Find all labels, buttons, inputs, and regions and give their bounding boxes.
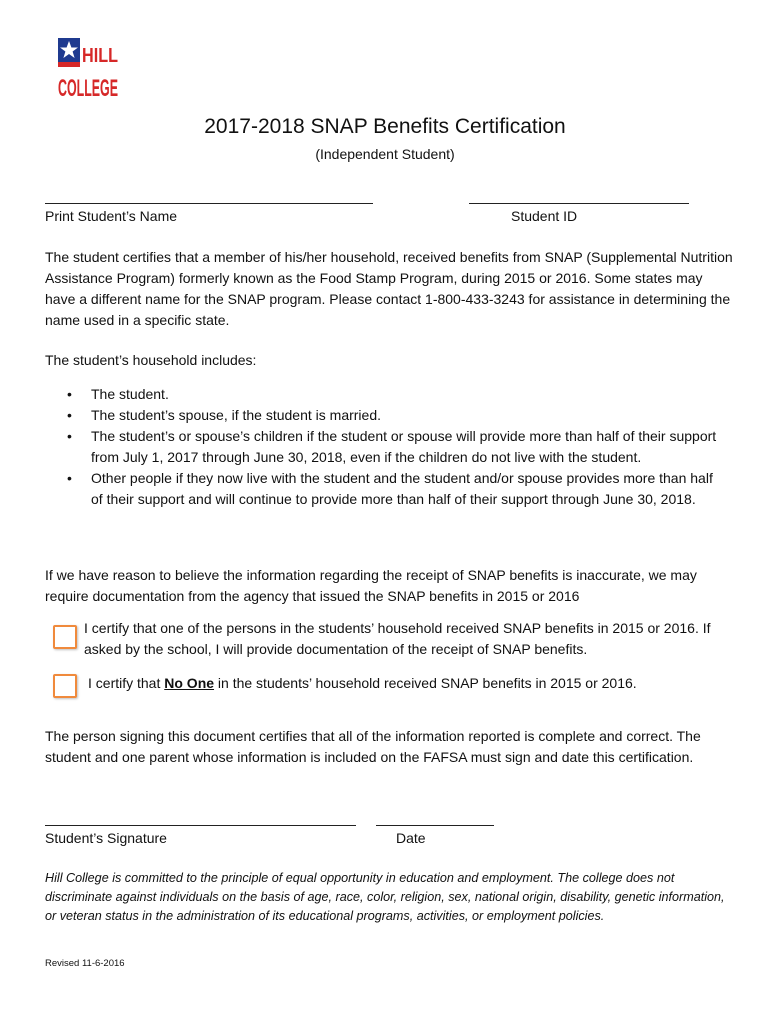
document-subtitle: (Independent Student)	[315, 146, 455, 162]
hill-college-logo-graphic	[56, 36, 120, 102]
student-name-line[interactable]	[45, 203, 373, 204]
household-list	[45, 384, 725, 510]
document-title: 2017-2018 SNAP Benefits Certification	[204, 115, 566, 138]
logo-line1: HILL	[82, 45, 118, 67]
list-item	[45, 384, 725, 405]
student-id-line[interactable]	[469, 203, 689, 204]
household-heading: The student’s household includes:	[45, 352, 257, 368]
no-snap-prefix: I certify that	[88, 675, 165, 691]
signature-label: Student’s Signature	[45, 830, 167, 846]
list-item-text: The student.	[91, 386, 169, 402]
hill-college-logo	[56, 36, 120, 102]
bullet-icon: •	[67, 407, 72, 423]
revision-date: Revised 11-6-2016	[45, 958, 125, 969]
list-item-text: The student’s spouse, if the student is married.	[91, 407, 382, 423]
equal-opportunity-statement: Hill College is committed to the principle of equal opportunity in education and employment. The college does not discriminate against individuals on the basis of age, race, color, religion, sex, national origin, disability, genetic information, or veteran status in the administration of its educational programs, activities, or employment policies.	[45, 871, 725, 923]
list-item	[45, 468, 725, 510]
reason-paragraph: If we have reason to believe the information regarding the receipt of SNAP benefits is inaccurate, we may require documentation from the agency that issued the SNAP benefits in 2015 or 2016	[45, 567, 697, 604]
list-item-text: Other people if they now live with the student and the student and/or spouse provides more than half of their support and will continue to provide more than half of their support through June 30, 2018.	[91, 470, 713, 507]
logo-red-stripe	[58, 62, 80, 67]
signature-line[interactable]	[45, 825, 356, 826]
no-snap-emphasis: No One	[164, 675, 215, 691]
intro-paragraph: The student certifies that a member of his/her household, received benefits from SNAP (Supplemental Nutrition Assistance Program) formerly known as the Food Stamp Program, during 2015 or 2016. Some states may have a different name for the SNAP program. Please contact 1-800-433-3243 for assistance in determining the name used in a specific state.	[45, 249, 733, 328]
no-snap-suffix: in the students’ household received SNAP benefits in 2015 or 2016.	[214, 675, 637, 691]
list-item-text: The student’s or spouse’s children if the student or spouse will provide more than half of their support from July 1, 2017 through June 30, 2018, even if the children do not live with the student.	[91, 428, 717, 465]
no-snap-checkbox[interactable]	[53, 674, 77, 698]
student-name-label: Print Student’s Name	[45, 208, 178, 224]
no-snap-label	[88, 673, 728, 694]
student-id-label: Student ID	[511, 208, 578, 224]
list-item	[45, 405, 725, 426]
list-item	[45, 426, 725, 468]
date-label: Date	[396, 830, 426, 846]
certification-paragraph: The person signing this document certifies that all of the information reported is complete and correct. The student and one parent whose information is included on the FAFSA must sign and date this certification.	[45, 728, 701, 765]
date-line[interactable]	[376, 825, 494, 826]
bullet-icon: •	[67, 386, 72, 402]
snap-received-label: I certify that one of the persons in the students’ household received SNAP benefits in 2015 or 2016. If asked by the school, I will provide documentation of the receipt of SNAP benefits.	[84, 620, 711, 657]
snap-received-checkbox[interactable]	[53, 625, 77, 649]
bullet-icon: •	[67, 428, 72, 444]
bullet-icon: •	[67, 470, 72, 486]
logo-line2: COLLEGE	[58, 75, 118, 102]
